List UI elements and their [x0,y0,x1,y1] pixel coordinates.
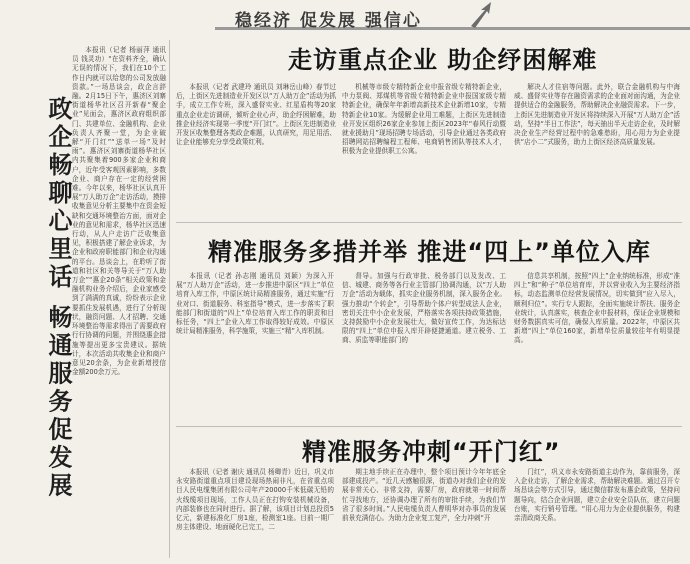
article2-column-1 [176,272,334,422]
article2-text-1: 本报讯（记者 孙志刚 通讯员 刘颖）为深入开展“万人助万企”活动，进一步推进中原区“四上”单位培育入库工作，中原区统计局精准服务，通过实施“行业对口、街道服务、科室指导”模式，进一步落实了职能部门和街道的“四上”单位培育入库工作的职责和目标任务，“四上”企业入库工作取得较好成效。中原区统计局精准服务，科学施策，实施三“精”入库机制。 [176,272,334,336]
article2-column-3 [514,272,680,422]
left-article-body [72,46,166,556]
article2-text-2: 督导。加强与行政审批、税务部门以及发改、工信、城建、商务等各行业主管部门协调沟通，以“万人助万企”活动为载体，抓实企业服务机制，深入服务企业。强力推动“个转企”，引导帮助个体户转型成法人企业，密切关注中小企业发展，严格落实各项扶持政策措施，支持鼓励中小企业发展壮大，做好宣传工作，为达标达限的“四上”单位申报入库开辟便捷通道。建立税务、工商、质监等职能部门的 [342,272,506,345]
banner-tagline: 稳经济 促发展 强信心 [235,11,422,31]
article2-column-2 [342,272,506,422]
article3-text-2: 期主地手续正在办理中，整个项目预计今年年底全部建成投产。“近几天感触很深，街道办对我们企业的发展非常关心、非常支持，需要厂房，政府就第一时间帮忙寻找地方，还协调办理了所有的审批手续，为我们节省了很多时间。”人民电缆负责人曹明华对办事员的发展前景充满信心。为助力企业复工复产，全力冲刺“开 [342,468,506,523]
article1-column-1 [176,83,336,218]
article3-text-3: 门红”，巩义市永安路街道主动作为，靠前服务，深入企业走访，了解企业需求，帮助解决难题。通过召开专场恳谈会等方式引导，通过微信群发布惠企政策，坚持问题导向，结合企业问题，建立企业安全员队伍，建立问题台账，实行销号管理。“用心用力为企业提供服务，构建亲清政商关系。 [514,468,680,523]
article3-column-1 [176,468,334,558]
article1-column-2 [342,83,506,218]
article2-text-3: 信息共享机制，按照“四上”企业纳统标准，形成“准四上”和“种子”单位培育库，并以营业收入为主要经济指标，动态监测单位经营发展情况，切实做到“应入尽入，顺利归位”。实行专人跟踪，全面实施统计帮扶、服务企业统计，认真落实，核查企业申报材料，保证企业规模和财务数据真实可信，确保入库质量。2022年，中原区共新增“四上”单位160家，新增单位质量较往年有明显提高。 [514,272,680,345]
article1-text-2: 机械等市级专精特新企业申报省级专精特新企业，中力泵阀、郑煤机等省级专精特新企业申报国家级专精特新企业，确保年年新增高新技术企业新增10家，专精特新企业10家。为缓解企业用工难题，上街区先进制造业开发区组织26家企业参加上街区2023年“春风行动暨就业援助月”现场招聘专场活动，引导企业通过各类政府招聘网站招聘编程工程师、电商销售团队等技术人才，积极为企业提供职工公寓。 [342,83,506,156]
column-divider [169,40,170,558]
vertical-headline: 政企畅聊心里话 畅通服务促发展 [44,96,72,501]
up-arrow-icon [469,2,493,28]
section-rule [176,222,682,223]
article3-column-2 [342,468,506,558]
article1-text-3: 解决人才住宿等问题。此外，联合金融机构与中海威、盛督实业等存在融资需求的企业面对面沟通，为企业提供适合的金融服务，帮助解决企业融资需求。下一步，上街区先进制造业开发区将持续深入开展“万人助万企”活动，坚持“半日工作法”，每天抽出半天走访企业，及时解决企业生产经营过程中的急难愁盼，用心用力为企业提供“店小二”式服务，助力上街区经济高质量发展。 [514,83,680,147]
article1-text-1: 本报讯（记者 武建玲 通讯员 刘琳岳山峰）春节过后，上街区先进制造业开发区以“万人助万企”活动为抓手，成立工作专班，深入盛督实业、红星盾构等20家重点企业走访调研，倾听企业心声，助企纾困解难，助推企业经济实现第一季度“开门红”。上街区先进制造业开发区收集整理各类政企难题，认真研究，用足用活、让企业能够充分享受政策红利。 [176,83,336,147]
article2-headline: 精准服务多措并举 推进“四上”单位入库 [208,238,651,266]
article3-text-1: 本报讯（记者 谢庆 通讯员 杨卿青）近日，巩义市永安路街道重点项目建设现场热闹非凡，在省重点项目人民电缆集团有限公司年产20000千米低碳无铅的火线缆项目现场，工作人员正在打钩安装机械设备，内部装修也在同时进行。据了解，该项目计划总投资5亿元，新建标准化厂房1座，检测室1座。目前一期厂房主体建设、地面硬化已完工，二 [176,468,334,532]
article1-column-3 [514,83,680,218]
left-article-text: 本报讯（记者 杨丽萍 通讯员 钱灵功）“在资料齐全，确认无误的情况下，我们在10个工作日内就可以给您的公司发放融资款。”一场恳谈会，政企言辞融。2月15日下午，惠济区刘寨街道杨华社区召开新春“聚企业”见面会，惠济区政府组织部门、共建单位、金融机构、企业负责人齐聚一堂，为企业破解“开门红”“送单一场”及时雨”。惠济区刘寨街道杨华社区内共聚集着900多家企业和商户，近年受客观因素影响，多数企业、商户存在一定的经营困难。今年以来，杨华社区认真开展“万人助万企”走访活动，摸排收集意见分析主要集中在资金短缺和交通环境整治方面，面对企业的意见和需求，杨华社区迅速行动，从人户走访广泛收集意见，积极搭建了解企业诉求，为企业和政府职能部门和企业沟通的平台。恳谈会上，在聆听了街道和社区和关等导关于“万人助万企”“惠企20条”相关政策和金融机构业务介绍后，企业家感受到了满满的真诚，纷纷表示企业要抓住发展机遇，进行了分析现状，融资问题、人才招聘、交通环境整治等需求得出了需要政府行行协调的问题，并围绕惠企措施等提出更多宝贵建议。据统计，本次活动共收集企业和商户意见20余条，为企业新增授信金额200余万元。 [72,46,166,377]
article3-column-3 [514,468,680,558]
section-banner [185,0,690,40]
article3-headline: 精准服务冲刺“开门红” [302,438,561,466]
section-rule [176,426,682,427]
article1-headline: 走访重点企业 助企纾困解难 [288,46,598,74]
